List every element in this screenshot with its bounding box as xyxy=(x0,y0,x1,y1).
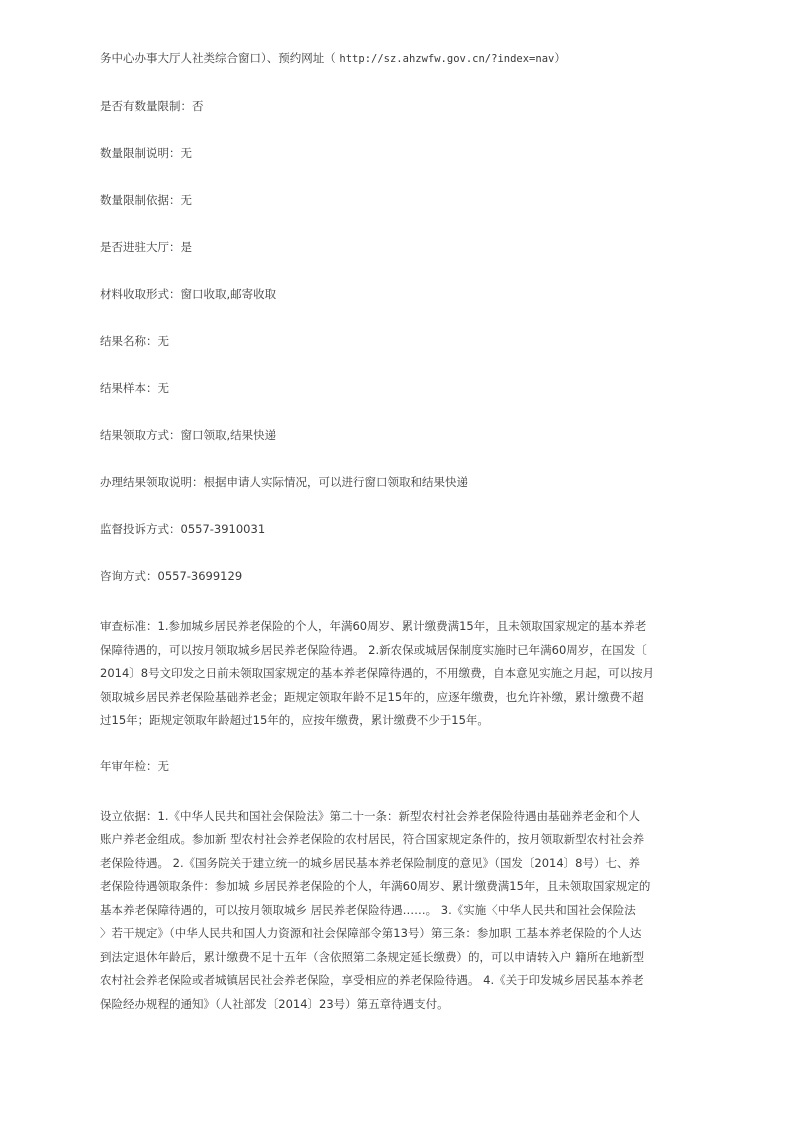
field-consult-phone: 咨询方式：0557-3699129 xyxy=(100,569,243,583)
booking-url: http://sz.ahzwfw.gov.cn/?index=nav xyxy=(339,53,555,65)
legal-basis-line: 老保险待遇领取条件：参加城 乡居民养老保险的个人，年满60周岁、累计缴费满15年，且未领取国家规定的 xyxy=(100,879,651,893)
field-result-name: 结果名称：无 xyxy=(100,334,169,348)
field-result-pickup-note: 办理结果领取说明：根据申请人实际情况，可以进行窗口领取和结果快递 xyxy=(100,475,468,489)
legal-basis-paragraph xyxy=(100,805,700,1017)
document-page xyxy=(100,50,700,1041)
legal-basis-line: 基本养老保障待遇的，可以按月领取城乡 居民养老保险待遇……。 3.《实施〈中华人民共和国社会保险法 xyxy=(100,902,636,917)
legal-basis-line: 到法定退休年龄后，累计缴费不足十五年（含依照第二条规定延长缴费）的，可以申请转入户 籍所在地新型 xyxy=(100,949,645,964)
field-annual-review: 年审年检：无 xyxy=(100,758,169,773)
field-complaint-phone: 监督投诉方式：0557-3910031 xyxy=(100,522,266,536)
intro-line xyxy=(100,50,700,67)
review-standard-line: 2014〕8号文印发之日前未领取国家规定的基本养老保障待遇的，不用缴费，自本意见实施之月起，可以按月 xyxy=(100,666,655,680)
legal-basis-line: 农村社会养老保险或者城镇居民社会养老保险，享受相应的养老保险待遇。 4.《关于印发城乡居民基本养老 xyxy=(100,973,644,987)
legal-basis-line: 设立依据：1.《中华人民共和国社会保险法》第二十一条：新型农村社会养老保险待遇由基础养老金和个人 xyxy=(100,808,640,823)
field-quantity-limit-basis: 数量限制依据：无 xyxy=(100,193,192,207)
field-material-form: 材料收取形式：窗口收取,邮寄收取 xyxy=(100,287,277,301)
field-quantity-limit: 是否有数量限制：否 xyxy=(100,99,204,113)
intro-suffix: ） xyxy=(554,51,566,65)
review-standard-paragraph xyxy=(100,615,700,733)
legal-basis-line: 老保险待遇。 2.《国务院关于建立统一的城乡居民基本养老保险制度的意见》（国发〔2014〕8号）七、养 xyxy=(100,855,640,870)
intro-prefix: 务中心办事大厅人社类综合窗口）、预约网址（ xyxy=(100,51,340,65)
field-quantity-limit-note: 数量限制说明：无 xyxy=(100,146,192,160)
field-result-pickup: 结果领取方式：窗口领取,结果快递 xyxy=(100,428,277,442)
field-result-sample: 结果样本：无 xyxy=(100,381,169,395)
field-in-hall: 是否进驻大厅：是 xyxy=(100,240,192,254)
review-standard-line: 保障待遇的，可以按月领取城乡居民养老保险待遇。 2.新农保或城居保制度实施时已年满60周岁，在国发〔 xyxy=(100,642,647,657)
legal-basis-line: 账户养老金组成。参加新 型农村社会养老保险的农村居民，符合国家规定条件的，按月领取新型农村社会养 xyxy=(100,832,645,846)
review-standard-line: 领取城乡居民养老保险基础养老金；距规定领取年龄不足15年的，应逐年缴费，也允许补缴，累计缴费不超 xyxy=(100,689,644,704)
legal-basis-line: 〉若干规定》（中华人民共和国人力资源和社会保障部令第13号）第三条：参加职 工基本养老保险的个人达 xyxy=(100,926,642,940)
legal-basis-line: 保险经办规程的通知》（人社部发〔2014〕23号）第五章待遇支付。 xyxy=(100,996,449,1011)
review-standard-line: 过15年；距规定领取年龄超过15年的，应按年缴费，累计缴费不少于15年。 xyxy=(100,713,489,727)
review-standard-line: 审查标准：1.参加城乡居民养老保险的个人，年满60周岁、累计缴费满15年，且未领取国家规定的基本养老 xyxy=(100,619,647,633)
